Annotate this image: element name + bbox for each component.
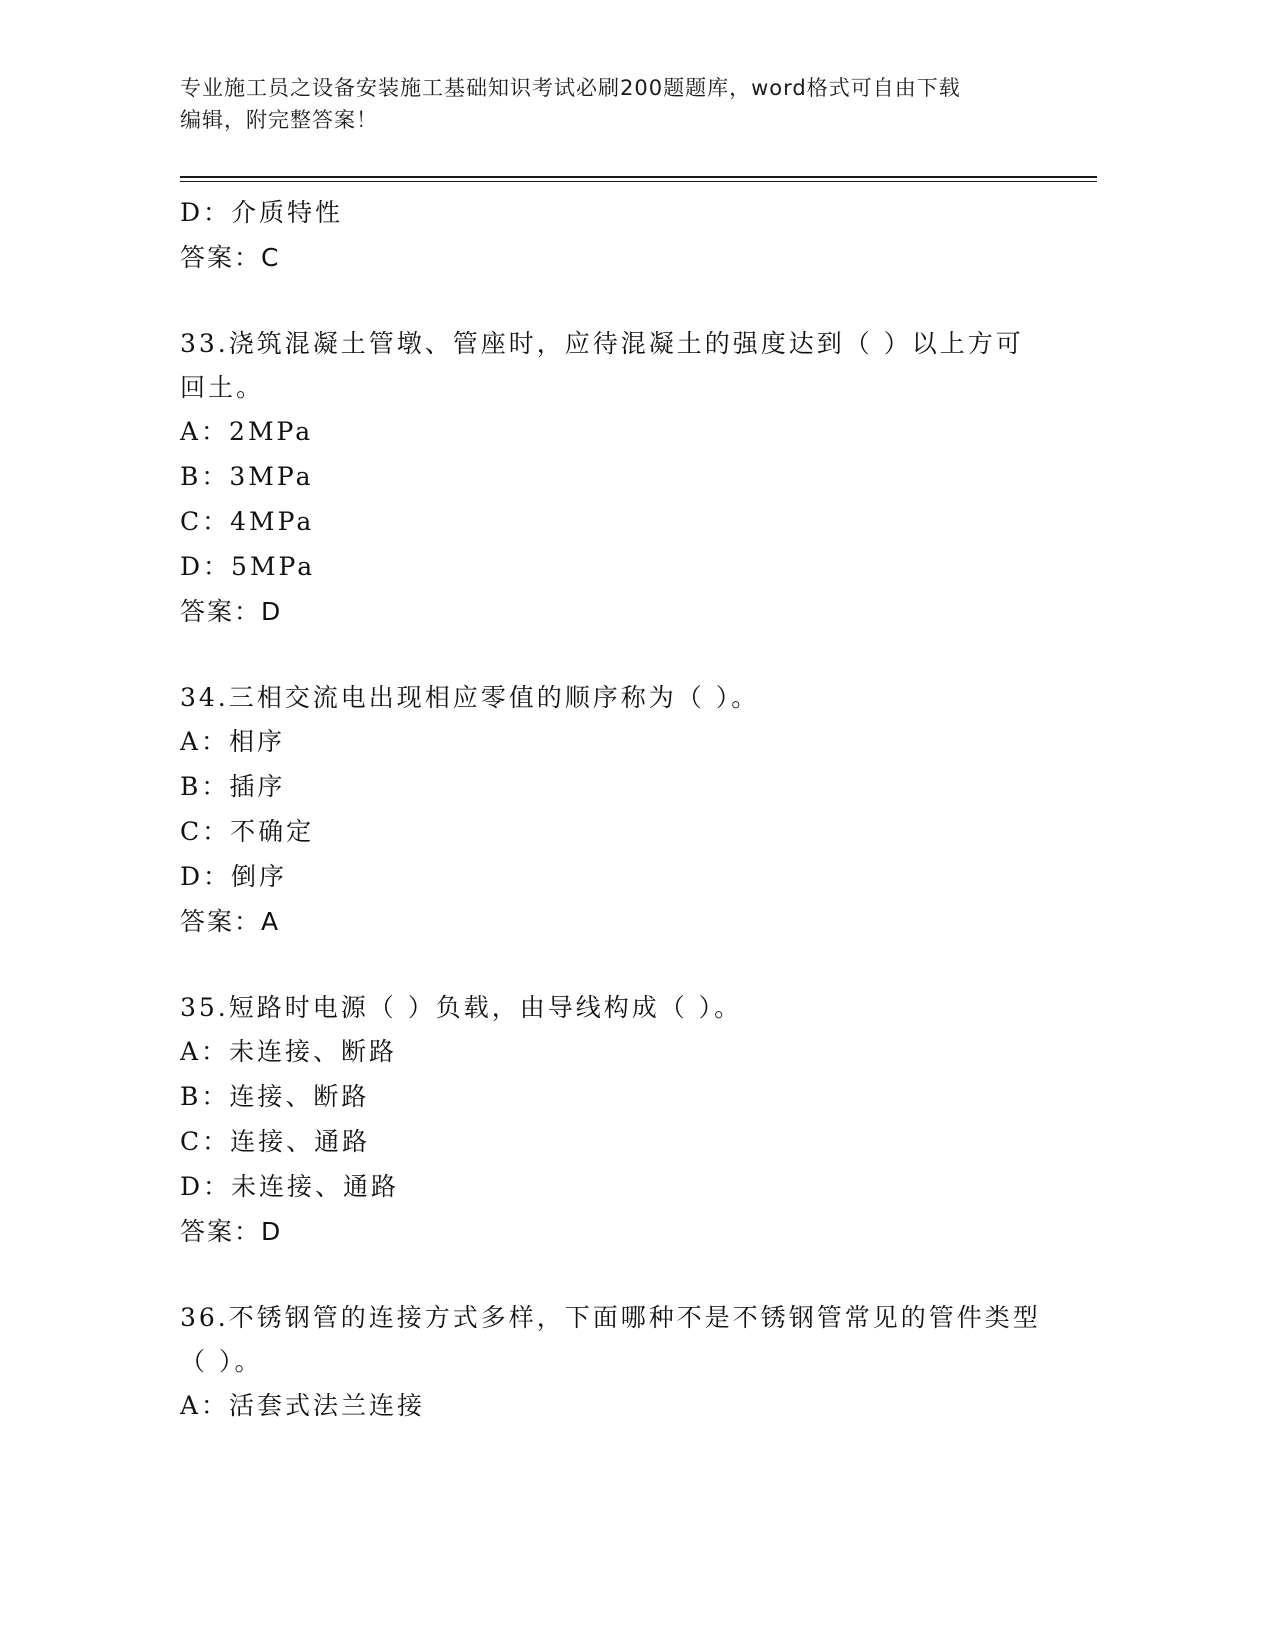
answer-label: 答案：A — [180, 907, 281, 936]
question-text: 34.三相交流电出现相应零值的顺序称为（ ）。 — [180, 683, 760, 712]
option-a: A：相序 — [180, 727, 286, 756]
question-33 — [180, 321, 1080, 634]
question-36 — [180, 1295, 1080, 1428]
option-d: D：未连接、通路 — [180, 1172, 400, 1201]
option-d: D：介质特性 — [180, 198, 344, 227]
answer-label: 答案：D — [180, 597, 283, 626]
option-a: A：2MPa — [180, 417, 314, 446]
question-34 — [180, 675, 1080, 944]
option-a: A：活套式法兰连接 — [180, 1391, 426, 1420]
question-text-continued: （ ）。 — [180, 1347, 263, 1376]
document-header — [180, 72, 1060, 136]
header-rule-thick — [180, 176, 1097, 178]
option-b: B：连接、断路 — [180, 1082, 370, 1111]
question-text: 36.不锈钢管的连接方式多样，下面哪种不是不锈钢管常见的管件类型 — [180, 1303, 1041, 1332]
question-text-continued: 回土。 — [180, 373, 265, 402]
option-c: C：4MPa — [180, 507, 315, 536]
option-b: B：3MPa — [180, 462, 314, 491]
header-title-line-1: 专业施工员之设备安装施工基础知识考试必刷200题题库，word格式可自由下载 — [180, 76, 961, 100]
option-d: D：倒序 — [180, 862, 288, 891]
header-rule-thin — [180, 181, 1097, 182]
question-text: 35.短路时电源（ ）负载，由导线构成（ ）。 — [180, 993, 743, 1022]
question-text: 33.浇筑混凝土管墩、管座时，应待混凝土的强度达到（ ）以上方可 — [180, 329, 1024, 358]
option-a: A：未连接、断路 — [180, 1037, 398, 1066]
question-35 — [180, 985, 1080, 1254]
option-d: D：5MPa — [180, 552, 316, 581]
question-list — [180, 190, 1080, 1428]
option-c: C：不确定 — [180, 817, 315, 846]
answer-label: 答案：D — [180, 1217, 283, 1246]
header-title-line-2: 编辑，附完整答案！ — [180, 108, 378, 132]
option-c: C：连接、通路 — [180, 1127, 371, 1156]
answer-label: 答案：C — [180, 243, 281, 272]
option-b: B：插序 — [180, 772, 286, 801]
